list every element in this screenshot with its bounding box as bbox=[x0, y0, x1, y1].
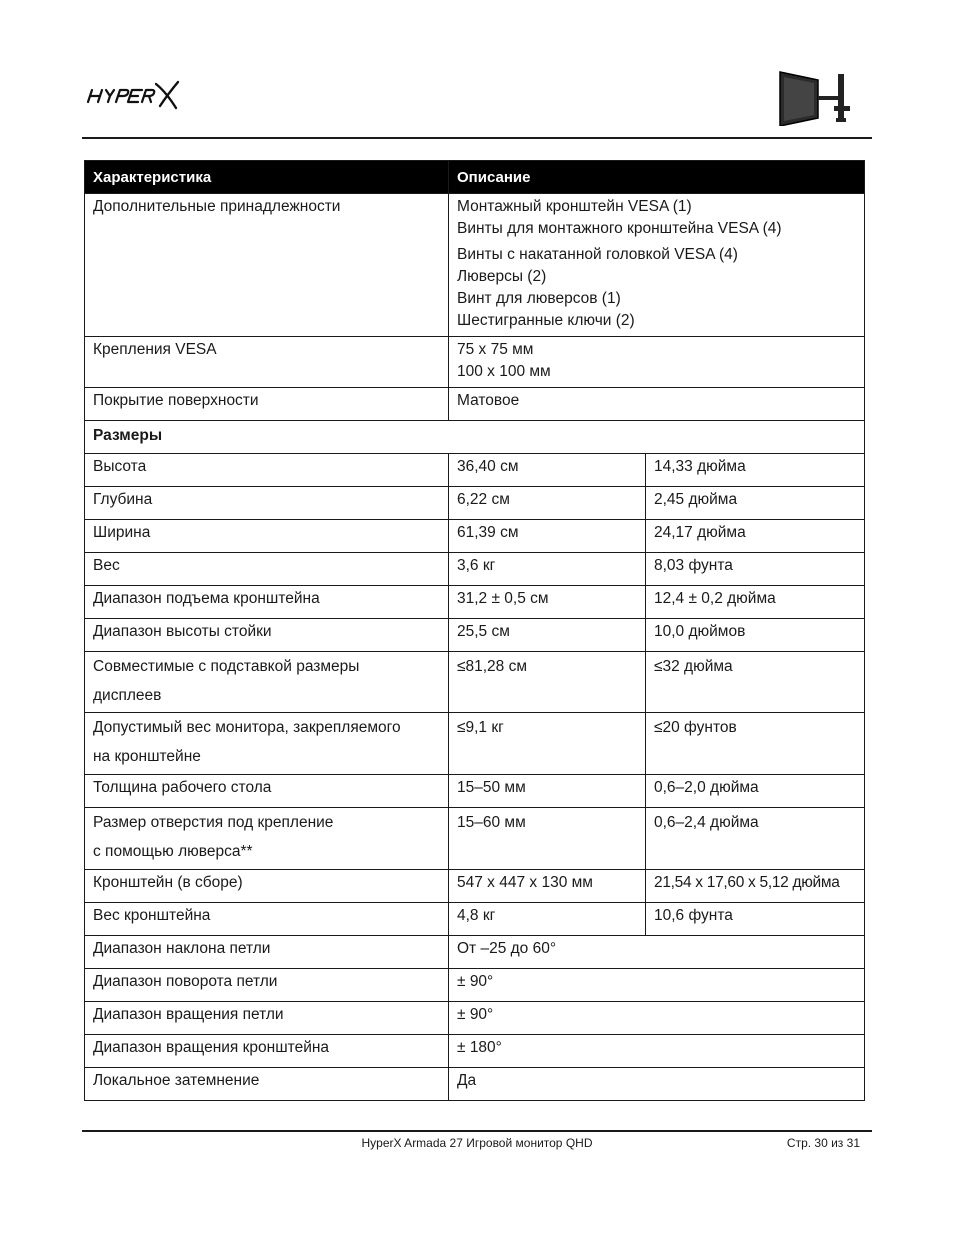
imperial-value: ≤20 фунтов bbox=[646, 713, 865, 775]
row-value: Да bbox=[449, 1068, 865, 1101]
row-value: От –25 до 60° bbox=[449, 936, 865, 969]
metric-value: 547 x 447 x 130 мм bbox=[449, 870, 646, 903]
row-label: Диапазон подъема кронштейна bbox=[85, 586, 449, 619]
footer-document-title: HyperX Armada 27 Игровой монитор QHD bbox=[361, 1136, 593, 1150]
metric-value: 15–60 мм bbox=[449, 808, 646, 870]
header-divider bbox=[82, 137, 872, 139]
footer-divider bbox=[82, 1130, 872, 1132]
table-row bbox=[85, 388, 865, 421]
imperial-value: 8,03 фунта bbox=[646, 553, 865, 586]
row-value: Матовое bbox=[449, 388, 865, 421]
table-row bbox=[85, 713, 865, 775]
row-label: Диапазон наклона петли bbox=[85, 936, 449, 969]
row-label: Диапазон поворота петли bbox=[85, 969, 449, 1002]
table-row bbox=[85, 586, 865, 619]
table-row bbox=[85, 487, 865, 520]
table-row bbox=[85, 1068, 865, 1101]
imperial-value: 12,4 ± 0,2 дюйма bbox=[646, 586, 865, 619]
row-label: Покрытие поверхности bbox=[85, 388, 449, 421]
row-label: Вес bbox=[85, 553, 449, 586]
imperial-value: 14,33 дюйма bbox=[646, 454, 865, 487]
table-row bbox=[85, 903, 865, 936]
value-line: Шестигранные ключи (2) bbox=[457, 312, 635, 329]
row-value: ± 90° bbox=[449, 969, 865, 1002]
row-label: Диапазон вращения кронштейна bbox=[85, 1035, 449, 1068]
specifications-table bbox=[84, 160, 865, 1101]
table-row bbox=[85, 775, 865, 808]
row-label: Диапазон высоты стойки bbox=[85, 619, 449, 652]
row-value: ± 180° bbox=[449, 1035, 865, 1068]
imperial-value: 24,17 дюйма bbox=[646, 520, 865, 553]
metric-value: 4,8 кг bbox=[449, 903, 646, 936]
label-line: дисплеев bbox=[93, 687, 162, 704]
table-row bbox=[85, 337, 865, 388]
metric-value: 3,6 кг bbox=[449, 553, 646, 586]
table-row bbox=[85, 808, 865, 870]
row-label: Высота bbox=[85, 454, 449, 487]
row-label: Диапазон вращения петли bbox=[85, 1002, 449, 1035]
value-line: Винт для люверсов (1) bbox=[457, 290, 621, 307]
hyperx-logo bbox=[84, 78, 182, 112]
imperial-value: 10,6 фунта bbox=[646, 903, 865, 936]
row-label: Дополнительные принадлежности bbox=[85, 194, 449, 337]
table-row bbox=[85, 619, 865, 652]
row-label: Вес кронштейна bbox=[85, 903, 449, 936]
imperial-value: 0,6–2,4 дюйма bbox=[646, 808, 865, 870]
imperial-value: 0,6–2,0 дюйма bbox=[646, 775, 865, 808]
label-line: Размер отверстия под крепление bbox=[93, 814, 334, 831]
table-row bbox=[85, 936, 865, 969]
table-row bbox=[85, 520, 865, 553]
metric-value: 36,40 см bbox=[449, 454, 646, 487]
monitor-arm-icon bbox=[778, 70, 852, 126]
row-label bbox=[85, 808, 449, 870]
imperial-value: 2,45 дюйма bbox=[646, 487, 865, 520]
section-row bbox=[85, 421, 865, 454]
row-label: Кронштейн (в сборе) bbox=[85, 870, 449, 903]
row-value bbox=[449, 194, 865, 337]
footer-page-number: Стр. 30 из 31 bbox=[786, 1136, 860, 1150]
imperial-value: ≤32 дюйма bbox=[646, 652, 865, 713]
section-title: Размеры bbox=[85, 421, 865, 454]
row-label bbox=[85, 652, 449, 713]
value-line: 75 x 75 мм bbox=[457, 341, 534, 358]
row-label: Ширина bbox=[85, 520, 449, 553]
value-line: Люверсы (2) bbox=[457, 268, 547, 285]
value-line: Монтажный кронштейн VESA (1) bbox=[457, 198, 692, 215]
imperial-value: 10,0 дюймов bbox=[646, 619, 865, 652]
metric-value: 25,5 см bbox=[449, 619, 646, 652]
value-line: Винты с накатанной головкой VESA (4) bbox=[457, 246, 738, 263]
metric-value: 6,22 см bbox=[449, 487, 646, 520]
label-line: Допустимый вес монитора, закрепляемого bbox=[93, 719, 401, 736]
value-line: Винты для монтажного кронштейна VESA (4) bbox=[457, 220, 782, 237]
column-header-feature: Характеристика bbox=[85, 161, 449, 194]
table-row bbox=[85, 1002, 865, 1035]
row-label: Глубина bbox=[85, 487, 449, 520]
table-row bbox=[85, 652, 865, 713]
table-row bbox=[85, 454, 865, 487]
table-row bbox=[85, 194, 865, 337]
metric-value: 31,2 ± 0,5 см bbox=[449, 586, 646, 619]
column-header-description: Описание bbox=[449, 161, 865, 194]
row-value bbox=[449, 337, 865, 388]
table-row bbox=[85, 553, 865, 586]
value-line: 100 x 100 мм bbox=[457, 363, 551, 380]
logo-text: HyperX bbox=[88, 110, 95, 112]
table-row bbox=[85, 1035, 865, 1068]
page-header bbox=[0, 0, 954, 140]
label-line: Совместимые с подставкой размеры bbox=[93, 658, 360, 675]
row-label bbox=[85, 713, 449, 775]
imperial-value: 21,54 x 17,60 x 5,12 дюйма bbox=[646, 870, 865, 903]
metric-value: 15–50 мм bbox=[449, 775, 646, 808]
row-label: Толщина рабочего стола bbox=[85, 775, 449, 808]
table-header-row bbox=[85, 161, 865, 194]
row-value: ± 90° bbox=[449, 1002, 865, 1035]
metric-value: ≤9,1 кг bbox=[449, 713, 646, 775]
label-line: с помощью люверса** bbox=[93, 843, 253, 860]
table-row bbox=[85, 969, 865, 1002]
table-row bbox=[85, 870, 865, 903]
row-label: Крепления VESA bbox=[85, 337, 449, 388]
label-line: на кронштейне bbox=[93, 748, 201, 765]
row-label: Локальное затемнение bbox=[85, 1068, 449, 1101]
metric-value: ≤81,28 см bbox=[449, 652, 646, 713]
metric-value: 61,39 см bbox=[449, 520, 646, 553]
